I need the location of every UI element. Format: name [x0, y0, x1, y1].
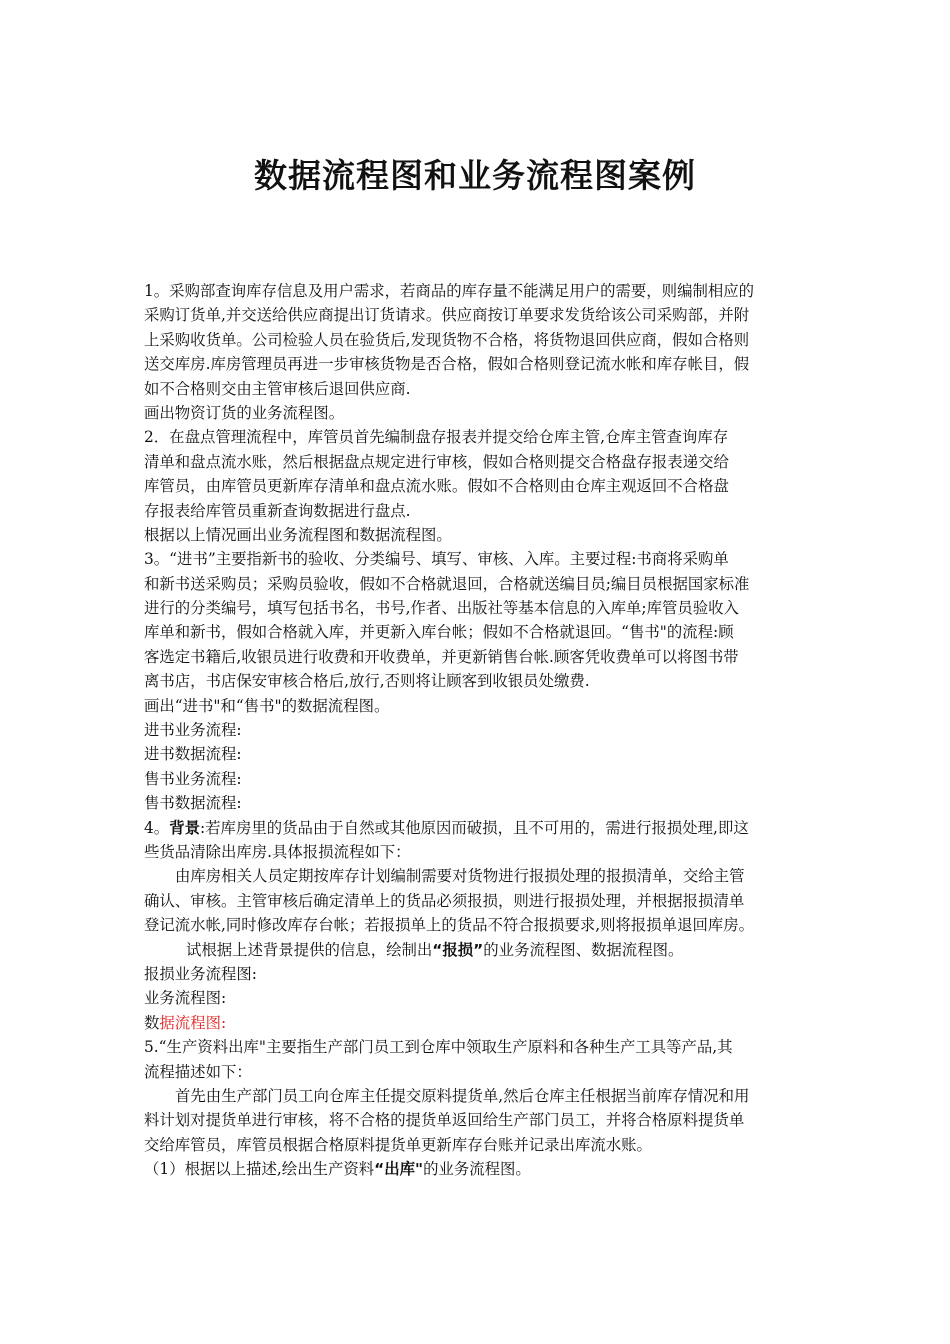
- paragraph-line: 客选定书籍后,收银员进行收费和开收费单，并更新销售台帐.顾客凭收费单可以将图书带: [144, 647, 739, 666]
- paragraph-line: 库单和新书，假如合格就入库，并更新入库台帐；假如不合格就退回。“售书"的流程:顾: [144, 623, 734, 642]
- instruction-line: 画出“进书"和“售书"的数据流程图。: [144, 696, 390, 715]
- paragraph-line: 2．在盘点管理流程中，库管员首先编制盘存报表并提交给仓库主管,仓库主管查询库存: [144, 428, 729, 447]
- red-text: 据流程图:: [159, 1013, 227, 1032]
- instruction-line: [144, 1157, 808, 1181]
- instruction-line: 根据以上情况画出业务流程图和数据流程图。: [144, 525, 452, 544]
- section-label: 业务流程图:: [144, 989, 227, 1008]
- bold-keyword: 背景: [169, 818, 200, 837]
- paragraph-line: 存报表给库管员重新查询数据进行盘点.: [144, 501, 411, 520]
- paragraph-line: 流程描述如下：: [144, 1062, 252, 1081]
- bold-keyword: “出库": [374, 1160, 424, 1179]
- paragraph-line: 如不合格则交由主管审核后退回供应商.: [144, 379, 411, 398]
- paragraph-line: [144, 816, 808, 840]
- paragraph-line: 确认、审核。主管审核后确定清单上的货品必须报损，则进行报损处理，并根据报损清单: [144, 891, 745, 910]
- paragraph-line: 上采购收货单。公司检验人员在验货后,发现货物不合格，将货物退回供应商，假如合格则: [144, 330, 750, 349]
- bold-keyword: “报损”: [432, 940, 484, 959]
- paragraph-line: 5.“生产资料出库"主要指生产部门员工到仓库中领取生产原料和各种生产工具等产品,其: [144, 1038, 733, 1057]
- paragraph-line: 清单和盘点流水账，然后根据盘点规定进行审核，假如合格则提交合格盘存报表递交给: [144, 452, 729, 471]
- paragraph-line: 库管员，由库管员更新库存清单和盘点流水账。假如不合格则由仓库主观返回不合格盘: [144, 477, 729, 496]
- section-label: [144, 1011, 808, 1035]
- line-text: 数: [144, 1013, 160, 1032]
- paragraph-line: 1。采购部查询库存信息及用户需求，若商品的库存量不能满足用户的需要，则编制相应的: [144, 282, 755, 300]
- line-text: 的业务流程图、数据流程图。: [483, 940, 684, 959]
- document-body: [144, 279, 808, 1181]
- paragraph-line: 3。“进书”主要指新书的验收、分类编号、填写、审核、入库。主要过程:书商将采购单: [144, 550, 729, 569]
- section-label: 报损业务流程图:: [144, 964, 257, 983]
- paragraph-line: 登记流水帐,同时修改库存台帐；若报损单上的货品不符合报损要求,则将报损单退回库房。: [144, 916, 755, 935]
- section-label: 售书业务流程:: [144, 769, 242, 788]
- line-text: （1）根据以上描述,绘出生产资料: [144, 1160, 375, 1179]
- instruction-line: [144, 938, 808, 962]
- page-title: 数据流程图和业务流程图案例: [254, 156, 696, 195]
- paragraph-line: 离书店，书店保安审核合格后,放行,否则将让顾客到收银员处缴费.: [144, 672, 590, 691]
- paragraph-line: 送交库房.库房管理员再进一步审核货物是否合格，假如合格则登记流水帐和库存帐目，假: [144, 355, 750, 374]
- paragraph-line: 首先由生产部门员工向仓库主任提交原料提货单,然后仓库主任根据当前库存情况和用: [175, 1086, 750, 1105]
- paragraph-line: 采购订货单,并交送给供应商提出订货请求。供应商按订单要求发货给该公司采购部，并附: [144, 306, 750, 325]
- section-label: 进书业务流程:: [144, 721, 242, 740]
- paragraph-line: 料计划对提货单进行审核，将不合格的提货单返回给生产部门员工，并将合格原料提货单: [144, 1111, 745, 1130]
- instruction-line: 画出物资订货的业务流程图。: [144, 403, 345, 422]
- paragraph-line: 进行的分类编号，填写包括书名，书号,作者、出版社等基本信息的入库单;库管员验收入: [144, 599, 739, 618]
- line-text: 的业务流程图。: [423, 1160, 531, 1179]
- paragraph-line: 些货品清除出库房.具体报损流程如下：: [144, 842, 411, 861]
- paragraph-line: 由库房相关人员定期按库存计划编制需要对货物进行报损处理的报损清单，交给主管: [175, 867, 745, 886]
- item-number: 4。: [144, 818, 170, 837]
- section-label: 售书数据流程:: [144, 794, 242, 813]
- section-label: 进书数据流程:: [144, 745, 242, 764]
- paragraph-line: 交给库管员，库管员根据合格原料提货单更新库存台账并记录出库流水账。: [144, 1135, 652, 1154]
- paragraph-line: 和新书送采购员；采购员验收，假如不合格就退回，合格就送编目员;编目员根据国家标准: [144, 574, 750, 593]
- line-text: 试根据上述背景提供的信息，绘制出: [186, 940, 433, 959]
- line-text: :若库房里的货品由于自然或其他原因而破损，且不可用的，需进行报损处理,即这: [199, 818, 749, 837]
